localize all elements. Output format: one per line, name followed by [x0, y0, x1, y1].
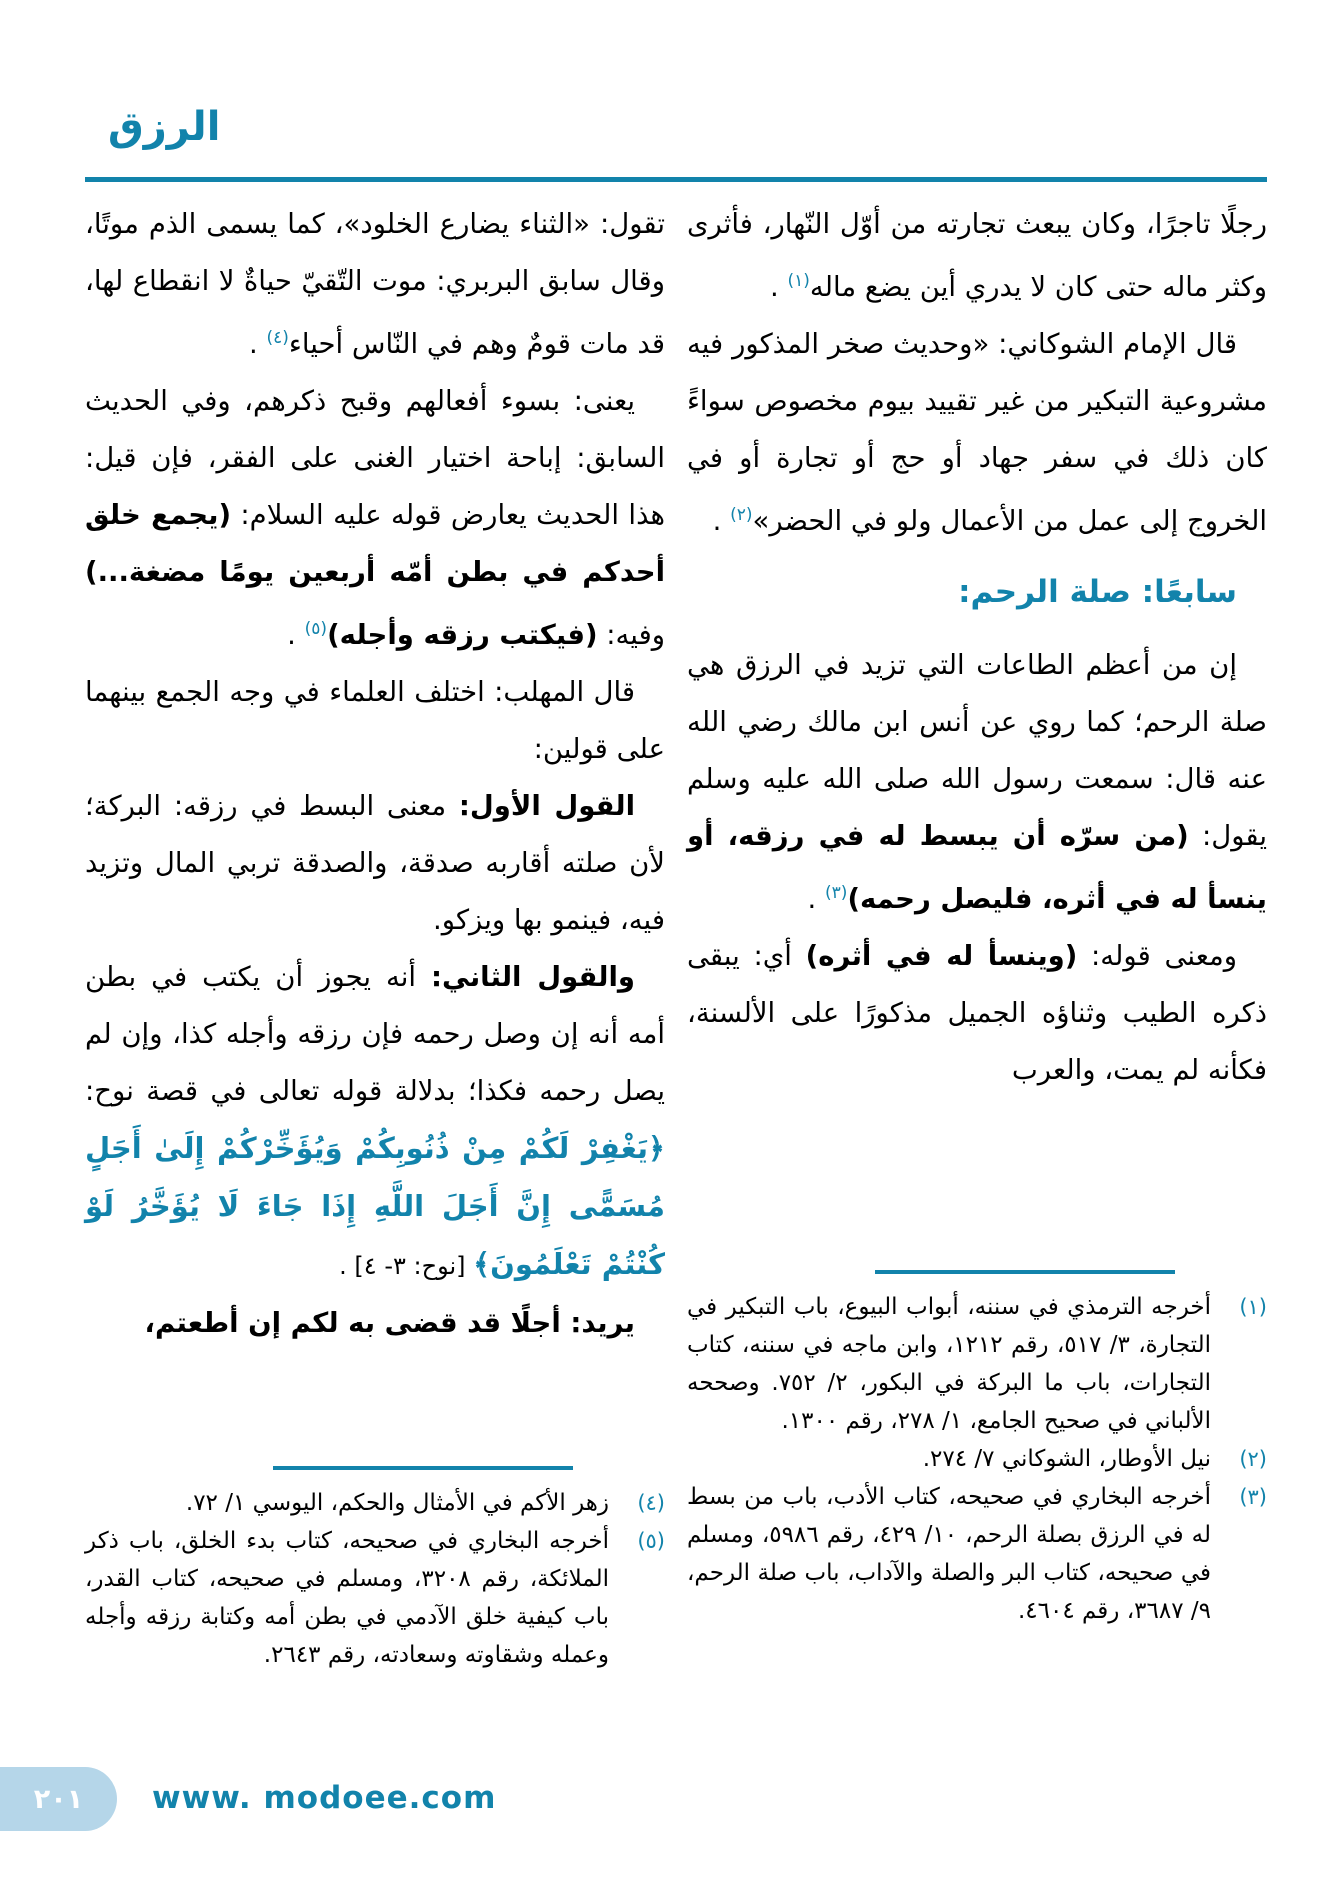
- section-heading: سابعًا: صلة الرحم:: [958, 574, 1237, 611]
- footnote-text: زهر الأكم في الأمثال والحكم، اليوسي ١/ ٧٢.: [185, 1490, 609, 1516]
- chapter-title: الرزق: [108, 104, 221, 150]
- footnote-marker: (٤): [637, 1491, 665, 1515]
- footnote-ref-5: (٥): [304, 619, 328, 640]
- paragraph-text: معنى البسط في رزقه: البركة؛ لأن صلته أقاربه صدقة، والصدقة تربي المال وتزيد فيه، فينمو بها ويزكو.: [85, 790, 665, 937]
- column-right-text: [687, 196, 1267, 1262]
- footnote-marker: (٥): [637, 1529, 665, 1553]
- paragraph: [687, 637, 1267, 928]
- hadith-quote: (من سرّه أن يبسط له في رزقه، أو ينسأ له في أثره، فليصل رحمه): [687, 820, 1267, 916]
- paragraph-end: .: [769, 271, 788, 304]
- website-link[interactable]: www. modoee.com: [152, 1780, 497, 1816]
- footnote: [687, 1288, 1267, 1440]
- paragraph: [687, 316, 1267, 550]
- footnote-text: نيل الأوطار، الشوكاني ٧/ ٢٧٤.: [922, 1446, 1211, 1472]
- paragraph: يريد: أجلًا قد قضى به لكم إن أطعتم،: [144, 1307, 635, 1340]
- paragraph-end: .: [248, 328, 267, 361]
- paragraph-text: أنه يجوز أن يكتب في بطن أمه أنه إن وصل رحمه فإن رزقه وأجله كذا، وإن لم يصل رحمه فكذا؛ بدلالة قوله تعالى في قصة نوح:: [85, 961, 665, 1108]
- page-number-pill: [0, 1767, 117, 1831]
- quran-verse: ﴿يَغْفِرْ لَكُمْ مِنْ ذُنُوبِكُمْ وَيُؤَخِّرْكُمْ إِلَىٰ أَجَلٍ مُسَمًّى إِنَّ أَجَلَ اللَّهِ إِذَا جَاءَ لَا يُؤَخَّرُ لَوْ كُنْتُمْ تَعْلَمُونَ﴾: [85, 1131, 665, 1282]
- footnote: [687, 1478, 1267, 1630]
- paragraph-text: رجلًا تاجرًا، وكان يبعث تجارته من أوّل النّهار، فأثرى وكثر ماله حتى كان لا يدري أين يضع ماله: [687, 208, 1267, 304]
- header-divider: [85, 177, 1267, 182]
- column-right: [687, 196, 1267, 1674]
- paragraph: [85, 949, 665, 1295]
- hadith-quote: (فيكتب رزقه وأجله): [327, 619, 598, 652]
- footnotes-left: [85, 1484, 665, 1674]
- column-left: [85, 196, 665, 1674]
- quran-reference: [نوح: ٣- ٤] .: [339, 1252, 474, 1281]
- hadith-quote: (يجمع خلق أحدكم في بطن أمّه أربعين يومًا مضغة...): [85, 499, 665, 589]
- hadith-quote: (وينسأ له في أثره): [805, 940, 1078, 973]
- page-number: ٢٠١: [33, 1783, 84, 1815]
- paragraph-end: .: [287, 619, 305, 652]
- paragraph-text: أي: يبقى ذكره الطيب وثناؤه الجميل مذكورًا على الألسنة، فكأنه لم يمت، والعرب: [687, 940, 1267, 1087]
- footnote-marker: (٣): [1239, 1485, 1267, 1509]
- paragraph-text: يعنى: بسوء أفعالهم وقبح ذكرهم، وفي الحديث السابق: إباحة اختيار الغنى على الفقر، فإن قيل: هذا الحديث يعارض قوله عليه السلام:: [85, 385, 666, 532]
- paragraph: [85, 373, 665, 664]
- paragraph-text: وفيه:: [597, 619, 665, 652]
- footnote-ref-3: (٣): [824, 883, 848, 904]
- paragraph: [85, 778, 665, 949]
- paragraph-text: قال الإمام الشوكاني: «وحديث صخر المذكور فيه مشروعية التبكير من غير تقييد بيوم مخصوص سواءً كان ذلك في سفر جهاد أو حج أو تجارة أو في الخروج إلى عمل من الأعمال ولو في الحضر»: [687, 328, 1267, 538]
- paragraph: [85, 196, 665, 373]
- footnote-marker: (٢): [1239, 1447, 1267, 1471]
- footnote-text: أخرجه البخاري في صحيحه، كتاب الأدب، باب من بسط له في الرزق بصلة الرحم، ١٠/ ٤٢٩، رقم ٥٩٨٦، ومسلم في صحيحه، كتاب البر والصلة والآداب، باب صلة الرحم، ٩/ ٣٦٨٧، رقم ٤٦٠٤.: [687, 1484, 1211, 1624]
- paragraph: قال المهلب: اختلف العلماء في وجه الجمع بينهما على قولين:: [85, 676, 665, 766]
- footnote-separator: [273, 1466, 573, 1470]
- footnote-marker: (١): [1239, 1295, 1267, 1319]
- paragraph-end: .: [807, 883, 825, 916]
- paragraph-text: ومعنى قوله:: [1077, 940, 1237, 973]
- paragraph-text: إن من أعظم الطاعات التي تزيد في الرزق هي صلة الرحم؛ كما روي عن أنس ابن مالك رضي الله عنه قال: سمعت رسول الله صلى الله عليه وسلم يقول:: [687, 649, 1267, 853]
- column-left-text: [85, 196, 665, 1458]
- footnote: [85, 1484, 665, 1522]
- paragraph-end: .: [712, 505, 731, 538]
- footnote-text: أخرجه البخاري في صحيحه، كتاب بدء الخلق، باب ذكر الملائكة، رقم ٣٢٠٨، ومسلم في صحيحه، كتاب القدر، باب كيفية خلق الآدمي في بطن أمه وكتابة رزقه وأجله وعمله وشقاوته وسعادته، رقم ٢٦٤٣.: [85, 1528, 609, 1668]
- page-body: [85, 196, 1267, 1674]
- footnote-ref-1: (١): [787, 271, 810, 291]
- opinion-label: والقول الثاني:: [431, 961, 636, 994]
- paragraph-text: تقول: «الثناء يضارع الخلود»، كما يسمى الذم موتًا، وقال سابق البربري: موت التّقيّ حياةٌ لا انقطاع لها، قد مات قومٌ وهم في النّاس أحياء: [85, 208, 665, 361]
- footnote-ref-4: (٤): [266, 328, 289, 348]
- opinion-label: القول الأول:: [458, 790, 635, 823]
- footnote-separator: [875, 1270, 1175, 1274]
- paragraph: [687, 196, 1267, 316]
- footnote: [85, 1522, 665, 1674]
- paragraph: [687, 928, 1267, 1099]
- footnotes-right: [687, 1288, 1267, 1630]
- footnote: [687, 1440, 1267, 1478]
- footnote-text: أخرجه الترمذي في سننه، أبواب البيوع، باب التبكير في التجارة، ٣/ ٥١٧، رقم ١٢١٢، وابن ماجه في سننه، كتاب التجارات، باب ما البركة في البكور، ٢/ ٧٥٢. وصححه الألباني في صحيح الجامع، ١/ ٢٧٨، رقم ١٣٠٠.: [687, 1294, 1211, 1434]
- footnote-ref-2: (٢): [730, 505, 753, 526]
